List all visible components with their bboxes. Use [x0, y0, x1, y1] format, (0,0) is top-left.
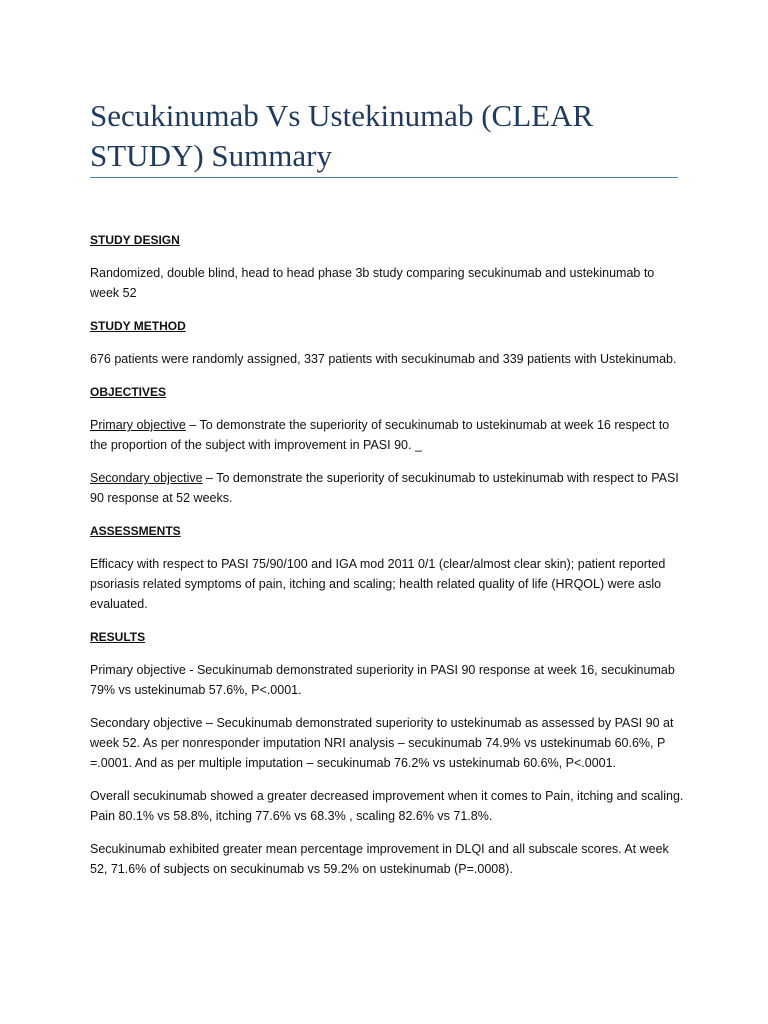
secondary-objective-text: – To demonstrate the superiority of secukinumab to ustekinumab with respect to PASI 90 response at 52 weeks.	[90, 471, 679, 505]
study-design-text: Randomized, double blind, head to head phase 3b study comparing secukinumab and ustekinumab to week 52	[90, 266, 655, 300]
section-heading-results: RESULTS	[90, 630, 146, 644]
section-heading-study-method: STUDY METHOD	[90, 319, 186, 333]
results-paragraph: Secondary objective – Secukinumab demonstrated superiority to ustekinumab as assessed by PASI 90 at week 52. As per nonresponder imputation NRI analysis – secukinumab 74.9% vs ustekinumab 60.6%, P =.0001. And as per multiple imputation – secukinumab 76.2% vs ustekinumab 60.6%, P<.0001.	[90, 716, 674, 770]
secondary-objective-paragraph	[90, 468, 685, 508]
primary-objective-label: Primary objective	[90, 418, 186, 432]
primary-objective-paragraph	[90, 415, 685, 455]
section-heading-study-design: STUDY DESIGN	[90, 233, 180, 247]
section-heading-objectives: OBJECTIVES	[90, 385, 167, 399]
title-divider	[90, 177, 678, 178]
results-paragraph: Overall secukinumab showed a greater decreased improvement when it comes to Pain, itching and scaling. Pain 80.1% vs 58.8%, itching 77.6% vs 68.3% , scaling 82.6% vs 71.8%.	[90, 789, 684, 823]
primary-objective-text: – To demonstrate the superiority of secukinumab to ustekinumab at week 16 respect to the proportion of the subject with improvement in PASI 90. _	[90, 418, 670, 452]
document-title: Secukinumab Vs Ustekinumab (CLEAR STUDY) Summary	[90, 98, 594, 173]
results-paragraph: Primary objective - Secukinumab demonstrated superiority in PASI 90 response at week 16, secukinumab 79% vs ustekinumab 57.6%, P<.0001.	[90, 663, 675, 697]
document-body	[90, 230, 685, 892]
study-method-text: 676 patients were randomly assigned, 337 patients with secukinumab and 339 patients with Ustekinumab.	[90, 352, 677, 366]
section-heading-assessments: ASSESSMENTS	[90, 524, 181, 538]
results-paragraph: Secukinumab exhibited greater mean percentage improvement in DLQI and all subscale scores. At week 52, 71.6% of subjects on secukinumab vs 59.2% on ustekinumab (P=.0008).	[90, 842, 669, 876]
secondary-objective-label: Secondary objective	[90, 471, 203, 485]
assessments-text: Efficacy with respect to PASI 75/90/100 and IGA mod 2011 0/1 (clear/almost clear skin); patient reported psoriasis related symptoms of pain, itching and scaling; health related quality of life (HRQOL) were aslo evaluated.	[90, 557, 666, 611]
